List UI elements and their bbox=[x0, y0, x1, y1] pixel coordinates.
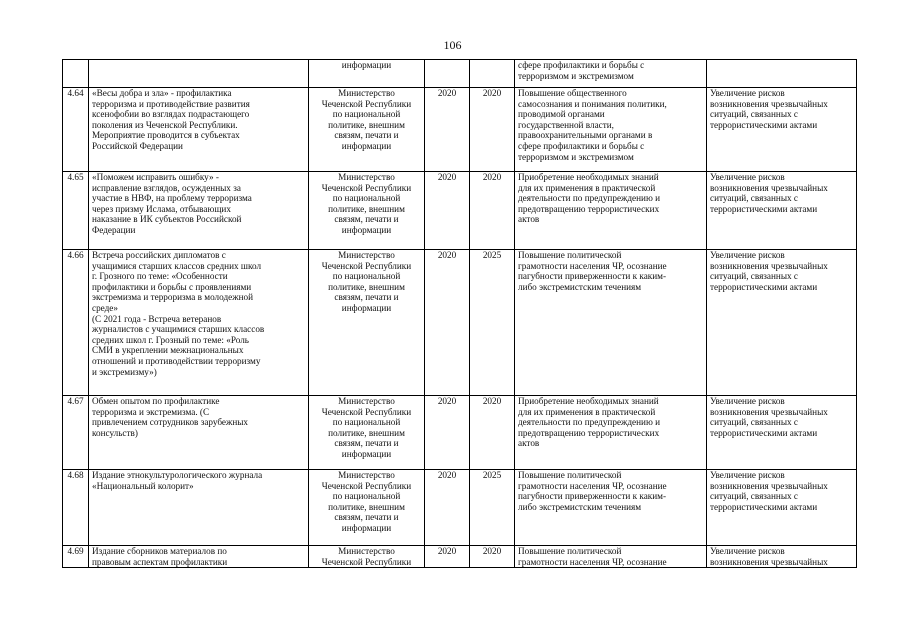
end-year-cell bbox=[470, 60, 515, 88]
table-row bbox=[63, 396, 857, 470]
row-number-text: 4.67 bbox=[67, 396, 84, 406]
event-cell bbox=[89, 88, 309, 172]
risk-cell bbox=[707, 250, 857, 396]
row-number bbox=[63, 546, 89, 568]
event-cell-text: Издание сборников материалов по правовым аспектам профилактики bbox=[92, 546, 228, 567]
end-year-cell bbox=[470, 470, 515, 546]
risk-cell-text: Увеличение рисков возникновения чрезвычайных ситуаций, связанных с террористическими актами bbox=[710, 250, 828, 292]
executor-cell-text: Министерство Чеченской Республики по национальной политике, внешним связям, печати и информации bbox=[321, 172, 412, 235]
end-year-cell-text: 2020 bbox=[482, 88, 502, 98]
page-number: 106 bbox=[443, 38, 462, 52]
event-cell-text: «Весы добра и зла» - профилактика терроризма и противодействие развития ксенофобии во взглядах подрастающего поколения из Чеченской Республики. Мероприятие проводится в субъектах Российской Федерации bbox=[92, 88, 250, 151]
executor-cell-text: Министерство Чеченской Республики по национальной политике, внешним связям, печати и информации bbox=[321, 88, 412, 151]
result-cell bbox=[515, 396, 707, 470]
event-cell bbox=[89, 172, 309, 250]
row-number bbox=[63, 60, 89, 88]
result-cell-text: Повышение общественного самосознания и понимания политики, проводимой органами государственной власти, правоохранительными органами в сфере профилактики и борьбы с терроризмом и экстремизмом bbox=[518, 88, 667, 162]
event-cell-text: Издание этнокультурологического журнала «Национальный колорит» bbox=[92, 470, 263, 491]
result-cell bbox=[515, 546, 707, 568]
row-number bbox=[63, 250, 89, 396]
executor-cell-text: Министерство Чеченской Республики по национальной политике, внешним связям, печати и информации bbox=[321, 250, 412, 313]
event-cell bbox=[89, 60, 309, 88]
executor-cell bbox=[309, 60, 425, 88]
row-number bbox=[63, 470, 89, 546]
risk-cell bbox=[707, 172, 857, 250]
row-number-text: 4.64 bbox=[67, 88, 84, 98]
executor-cell-text: информации bbox=[341, 60, 392, 70]
start-year-cell bbox=[425, 470, 470, 546]
result-cell-text: сфере профилактики и борьбы с терроризмом и экстремизмом bbox=[518, 60, 645, 81]
row-number bbox=[63, 396, 89, 470]
result-cell-text: Повышение политической грамотности населения ЧР, осознание пагубности приверженности к каким- либо экстремистским течениям bbox=[518, 250, 667, 292]
result-cell bbox=[515, 470, 707, 546]
table-row bbox=[63, 470, 857, 546]
event-cell-text: Встреча российских дипломатов с учащимися старших классов средних школ г. Грозного по теме: «Особенности профилактики и борьбы с проявлениями экстремизма и терроризма в молодежной среде» (С 2021 года - Встреча ветеранов журналистов с учащимися старших классов средних школ г. Грозный по теме: «Роль СМИ в укреплении межнациональных отношений и противодействии терроризму и экстремизму») bbox=[92, 250, 265, 377]
end-year-cell bbox=[470, 172, 515, 250]
executor-cell bbox=[309, 88, 425, 172]
result-cell-text: Приобретение необходимых знаний для их применения в практической деятельности по предупреждению и предотвращению террористических актов bbox=[518, 172, 661, 225]
event-cell bbox=[89, 470, 309, 546]
risk-cell-text: Увеличение рисков возникновения чрезвычайных bbox=[710, 546, 828, 567]
end-year-cell bbox=[470, 250, 515, 396]
start-year-cell-text: 2020 bbox=[437, 88, 457, 98]
executor-cell bbox=[309, 250, 425, 396]
executor-cell-text: Министерство Чеченской Республики по национальной политике, внешним связям, печати и информации bbox=[321, 470, 412, 533]
row-number-text: 4.68 bbox=[67, 470, 84, 480]
risk-cell bbox=[707, 546, 857, 568]
row-number bbox=[63, 88, 89, 172]
risk-cell bbox=[707, 60, 857, 88]
executor-cell-text: Министерство Чеченской Республики bbox=[321, 546, 412, 567]
executor-cell bbox=[309, 172, 425, 250]
result-cell bbox=[515, 60, 707, 88]
start-year-cell bbox=[425, 60, 470, 88]
table-row bbox=[63, 546, 857, 568]
event-cell bbox=[89, 546, 309, 568]
end-year-cell bbox=[470, 396, 515, 470]
risk-cell bbox=[707, 470, 857, 546]
start-year-cell-text: 2020 bbox=[437, 172, 457, 182]
measures-table bbox=[62, 59, 857, 568]
risk-cell-text: Увеличение рисков возникновения чрезвычайных ситуаций, связанных с террористическими актами bbox=[710, 396, 828, 438]
end-year-cell-text: 2020 bbox=[482, 396, 502, 406]
row-number-text: 4.65 bbox=[67, 172, 84, 182]
table-row bbox=[63, 250, 857, 396]
row-number bbox=[63, 172, 89, 250]
event-cell-text: Обмен опытом по профилактике терроризма и экстремизма. (С привлечением сотрудников зарубежных консульств) bbox=[92, 396, 249, 438]
start-year-cell bbox=[425, 546, 470, 568]
end-year-cell bbox=[470, 546, 515, 568]
row-number-text: 4.69 bbox=[67, 546, 84, 556]
row-number-text: 4.66 bbox=[67, 250, 84, 260]
risk-cell-text: Увеличение рисков возникновения чрезвычайных ситуаций, связанных с террористическими актами bbox=[710, 88, 828, 130]
result-cell-text: Повышение политической грамотности населения ЧР, осознание bbox=[518, 546, 667, 567]
result-cell bbox=[515, 88, 707, 172]
start-year-cell bbox=[425, 396, 470, 470]
table-row bbox=[63, 172, 857, 250]
table-row bbox=[63, 88, 857, 172]
table-row bbox=[63, 60, 857, 88]
end-year-cell-text: 2025 bbox=[482, 250, 502, 260]
start-year-cell-text: 2020 bbox=[437, 470, 457, 480]
risk-cell bbox=[707, 88, 857, 172]
start-year-cell bbox=[425, 88, 470, 172]
end-year-cell bbox=[470, 88, 515, 172]
executor-cell bbox=[309, 546, 425, 568]
event-cell bbox=[89, 250, 309, 396]
end-year-cell-text: 2020 bbox=[482, 546, 502, 556]
result-cell-text: Приобретение необходимых знаний для их применения в практической деятельности по предупреждению и предотвращению террористических актов bbox=[518, 396, 661, 449]
result-cell-text: Повышение политической грамотности населения ЧР, осознание пагубности приверженности к каким- либо экстремистским течениям bbox=[518, 470, 667, 512]
result-cell bbox=[515, 172, 707, 250]
executor-cell bbox=[309, 470, 425, 546]
executor-cell bbox=[309, 396, 425, 470]
start-year-cell bbox=[425, 172, 470, 250]
start-year-cell-text: 2020 bbox=[437, 546, 457, 556]
end-year-cell-text: 2020 bbox=[482, 172, 502, 182]
event-cell-text: «Поможем исправить ошибку» - исправление взглядов, осужденных за участие в НВФ, на проблему терроризма через призму Ислама, отбывающих наказание в ИК субъектов Российской Федерации bbox=[92, 172, 252, 235]
executor-cell-text: Министерство Чеченской Республики по национальной политике, внешним связям, печати и информации bbox=[321, 396, 412, 459]
result-cell bbox=[515, 250, 707, 396]
start-year-cell bbox=[425, 250, 470, 396]
risk-cell bbox=[707, 396, 857, 470]
end-year-cell-text: 2025 bbox=[482, 470, 502, 480]
start-year-cell-text: 2020 bbox=[437, 250, 457, 260]
start-year-cell-text: 2020 bbox=[437, 396, 457, 406]
risk-cell-text: Увеличение рисков возникновения чрезвычайных ситуаций, связанных с террористическими актами bbox=[710, 470, 828, 512]
event-cell bbox=[89, 396, 309, 470]
risk-cell-text: Увеличение рисков возникновения чрезвычайных ситуаций, связанных с террористическими актами bbox=[710, 172, 828, 214]
